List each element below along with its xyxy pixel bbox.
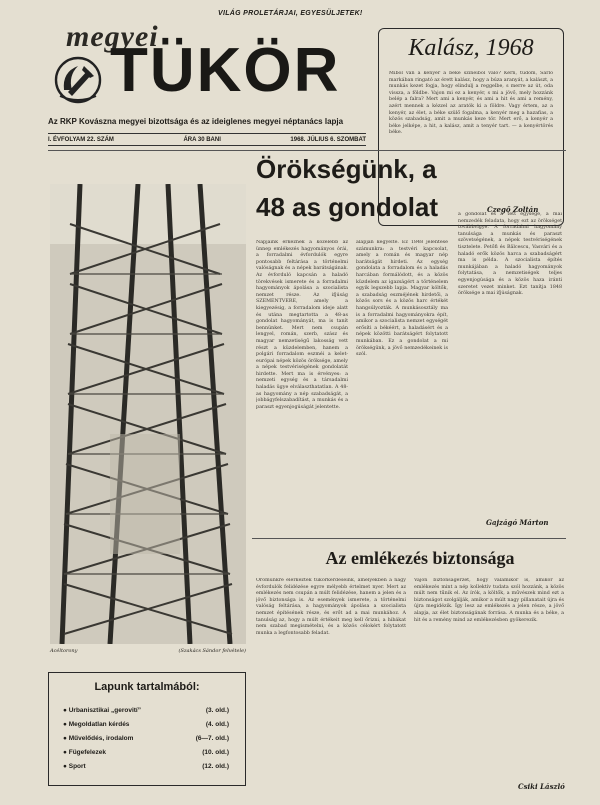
issue-volume: I. ÉVFOLYAM 22. SZÁM (48, 136, 114, 143)
contents-item-label: Urbanisztikai „gerovití” (68, 707, 141, 714)
second-author: Csiki László (518, 782, 565, 791)
contents-item: ● Fügefelezek (10. old.) (63, 749, 229, 756)
poem-text: Miből van a kenyér a béke színeiből való? Kern, tudom, Sarló markában ringató az érett kalász, hogy a búza aranyát, a kalászt, a munkás kezet fogja, hogy elindulj a reggelbe, s merre az út, oda vissza, a földbe. Vajon mi ez a kenyér, s mi a jövő, mely hozzánk belép a falra? Mert ami a kenyér, és ami a hit és ami a remény, azért mennek a kézzel az aratók ki a földre. Vagy értem, az a kenyér, az élet, a béke szülő fogalma, a kenyér meg a hazafias, a közös szabadság, amit a munkás keze tör. Mert erő, a kenyér a béke jelképe, a hit, a kalász, amit a tenyér tart. — a kenyértörés béke. (389, 71, 553, 136)
poem-title: Kalász, 1968 (408, 35, 534, 61)
contents-item-label: Sport (68, 763, 86, 770)
contents-item: ● Sport (12. old.) (63, 763, 229, 770)
lead-headline: Örökségünk, a 48 as gondolat (256, 154, 439, 222)
contents-item-label: Fügefelezek (68, 749, 106, 756)
contents-item-page: (4. old.) (205, 721, 229, 728)
contents-item-label: Megoldatlan kérdés (68, 721, 130, 728)
lead-column-2: alapján kegyelte. Ez 1848 jelentése számunkra: a testvéri kapcsolat, amely a román és magyar nép barátságát hirdeti. Az egység gondolata a forradalom és a haladás harcában formálódott, és a közös küzdelem az igazságért a történelem egyik legszebb lapja. Magyar költők, a szabadság eszméjének hirdetői, a közös sors és a közös harc értékét hangsúlyozták. A munkásosztály ma is a forradalmi hagyományokra épít, amikor a szocialista nemzet egységét erősíti a békéért, a haladásért és a népek közötti barátságért folytatott munkában. Ez a gondolat a mi örökségünk, a jövő nemzedékeinek is szól. (356, 240, 448, 358)
issue-price: ÁRA 30 BANI (183, 136, 221, 143)
contents-item: ● Urbanisztikai „gerovití” (3. old.) (63, 707, 229, 714)
masthead-kicker: megyei (66, 20, 159, 53)
contents-item-label: Művelődés, irodalom (68, 735, 134, 742)
tower-photo-image (50, 184, 246, 644)
lead-column-3: a gondolat és a tett egysége, a mai nemzedék feladata, hogy ezt az örökséget továbbvigye. A forradalmi hagyomány tanulsága a munkás és paraszt szövetségének, a népek testvériségének tisztelete. Petőfi és Bălcescu, Vasvári és a haladó erők közös harca a szabadságért ma is példa. A szocialista építés munkájában a haladó hagyományok folytatása, a nemzetiségek teljes egyenjogúsága és a közös haza iránti szeretet vezet minket. Ezt tanítja 1848 öröksége a mai ifjúságnak. (458, 212, 562, 297)
masthead-title: TÜKÖR (110, 36, 341, 105)
issue-date: 1968. JÚLIUS 6. SZOMBAT (290, 136, 366, 143)
tower-photo (50, 184, 246, 644)
contents-item-page: (12. old.) (202, 763, 229, 770)
section-rule (252, 538, 566, 539)
poem-author: Czegő Zoltán (487, 205, 539, 214)
second-column-2: Vajon biztonságérzet, hogy valamikor is, amikor az emlékezés mint a nép kollektív tudata szól hozzánk, a közös múlt nem tűnik el. Az írók, a költők, a művészek mind ezt a biztonságot szolgálják, amikor a múlt nagy pillanatait újra és újra megidézik. Így lesz az emlékezés a jelen része, a jövő alapja, az élet biztonságának forrása. A munka és a béke, a hit és a remény mind az emlékezésben gyökerezik. (414, 578, 564, 623)
contents-item-page: (6—7. old.) (195, 735, 229, 742)
lead-column-1: Napjaink érkeznek a közelebb az ünnep emlékezés hagyományos órái, a forradalmi évfordulók egyre pontosabb feltárása a történelmi valóságnak és a népek barátságának. Az évforduló kapcsán a haladó törekvések ismerete és a forradalmi hagyományok ápolása a szocialista nemzet része. Az ifjúság SZEMENTVERE, amely a kiegyezésig, a forradalom ideje alatt és utána megtartotta a 48-as gondolat hagyományát, ma is tanít bennünket. Mert nem csupán lengyel, román, szerb, szász és magyar nemzetiségű lakosság vett részt a küzdelemben, hanem a polgári forradalom eszméi a kelet-európai népek közös öröksége, amely a népek testvériségének gondolatát hirdette. Mert ma is érvényes: a nemzeti egység és a társadalmi haladás ügye elválaszthatatlan. A 48-as hagyomány a nép szabadságát, a jobbágyfelszabadítást, a munkás és a paraszt egyenjogúságát jelentette. (256, 240, 348, 410)
photo-caption-row (50, 648, 246, 654)
motto: VILÁG PROLETÁRJAI, EGYESÜLJETEK! (218, 10, 363, 17)
issue-info-bar (48, 133, 366, 146)
contents-item-page: (10. old.) (202, 749, 229, 756)
contents-item: ● Megoldatlan kérdés (4. old.) (63, 721, 229, 728)
second-headline: Az emlékezés biztonsága (325, 548, 515, 568)
photo-credit: (Szakács Sándor felvétele) (178, 648, 246, 654)
masthead-subtitle: Az RKP Kovászna megyei bizottsága és az ideiglenes megyei néptanács lapja (48, 117, 344, 126)
contents-title: Lapunk tartalmából: (94, 681, 200, 693)
hammer-sickle-emblem (50, 52, 106, 108)
second-column-1: Örömünkre elérkeztek tükörkérdéseink, amelyekben a nagy évfordulók felidézése egyre mélyebb értelmet nyer. Mert az emlékezés nem csupán a múlt felidézése, hanem a jelen és a jövő biztonsága is. Az események ismerete, a történelmi valóság feltárása, a hagyományok ápolása a szocialista nemzet építésének része, és erőt ad a mai munkához. A tanulság az, hogy a múlt értékeit meg kell őrizni, a hibákat nem szabad megismételni, és a közös célokért folytatott munka a legfontosabb feladat. (256, 578, 406, 636)
contents-item: ● Művelődés, irodalom (6—7. old.) (63, 735, 229, 742)
photo-caption: Acéltorony (50, 648, 78, 654)
contents-item-page: (3. old.) (205, 707, 229, 714)
contents-box (48, 672, 246, 786)
lead-author: Gajzágó Márton (486, 518, 549, 527)
